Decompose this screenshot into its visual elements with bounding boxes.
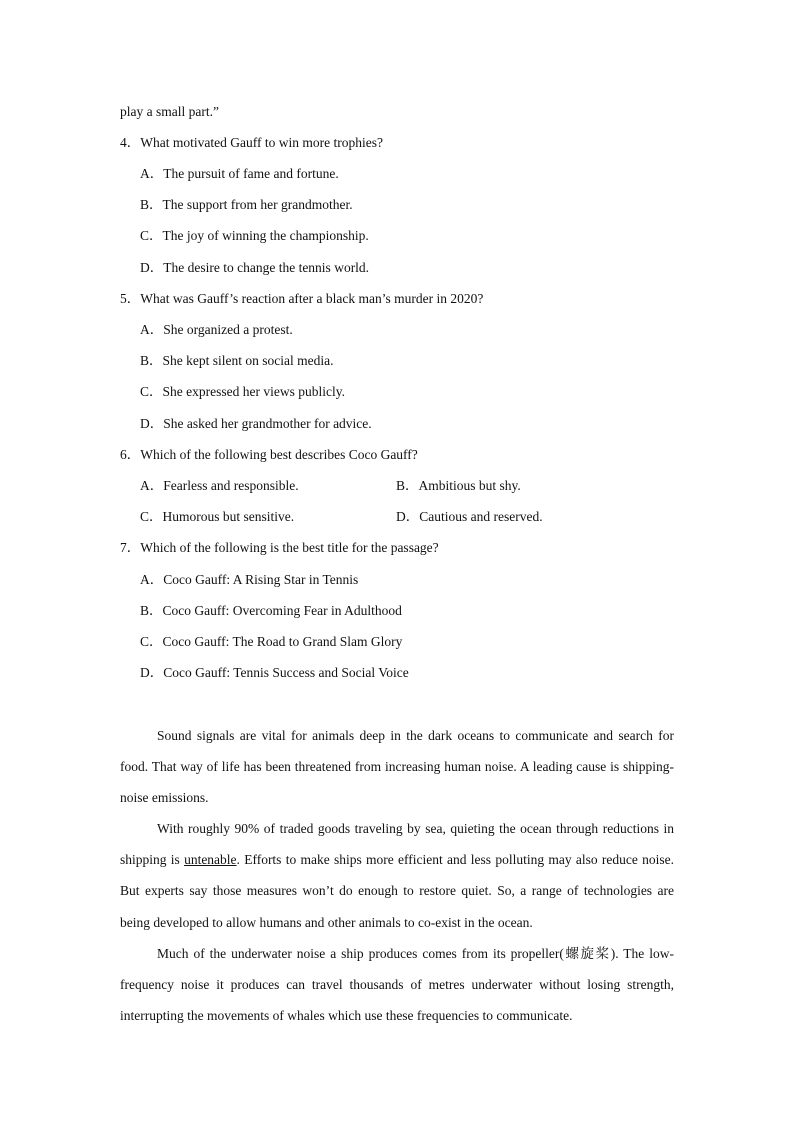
option-5b — [140, 352, 333, 370]
option-4b — [140, 196, 353, 214]
option-letter: D． — [396, 509, 420, 524]
option-7b — [140, 602, 402, 620]
option-letter: C． — [140, 634, 163, 649]
option-letter: C． — [140, 384, 163, 399]
option-text: The joy of winning the championship. — [162, 228, 369, 243]
question-text: What motivated Gauff to win more trophies? — [140, 135, 383, 150]
option-5d — [140, 415, 372, 433]
option-letter: A． — [140, 478, 164, 493]
option-7c — [140, 633, 402, 651]
option-text: The pursuit of fame and fortune. — [163, 166, 339, 181]
option-letter: B． — [140, 603, 163, 618]
option-5a — [140, 321, 293, 339]
option-letter: B． — [140, 197, 163, 212]
paragraph-text: With roughly 90% of traded goods traveling by sea, quieting the ocean through reductions in shipping is — [120, 821, 674, 868]
option-letter: B． — [140, 353, 163, 368]
question-number: 4． — [120, 135, 141, 150]
option-7a — [140, 571, 358, 589]
option-4a — [140, 165, 339, 183]
question-6 — [120, 446, 418, 464]
question-text: What was Gauff’s reaction after a black man’s murder in 2020? — [140, 291, 484, 306]
passage-paragraph-3: Much of the underwater noise a ship produces comes from its propeller(螺旋桨). The low-frequency noise it produces can travel thousands of metres underwater without losing strength, interrupting the movements of whales which use these frequencies to communicate. — [120, 946, 674, 1024]
option-6a — [140, 477, 299, 495]
question-number: 5． — [120, 291, 141, 306]
option-text: Coco Gauff: Tennis Success and Social Voice — [163, 665, 409, 680]
option-letter: C． — [140, 509, 163, 524]
option-text: Coco Gauff: The Road to Grand Slam Glory — [162, 634, 403, 649]
option-text: Fearless and responsible. — [163, 478, 299, 493]
option-5c — [140, 383, 345, 401]
question-number: 6． — [120, 447, 141, 462]
question-4 — [120, 134, 383, 152]
question-7 — [120, 539, 439, 557]
passage-paragraph-1: Sound signals are vital for animals deep in the dark oceans to communicate and search for food. That way of life has been threatened from increasing human noise. A leading cause is shipping-noise emissions. — [120, 728, 674, 806]
option-text: She asked her grandmother for advice. — [163, 416, 372, 431]
question-text: Which of the following best describes Coco Gauff? — [140, 447, 418, 462]
option-text: Coco Gauff: Overcoming Fear in Adulthood — [162, 603, 402, 618]
option-text: Humorous but sensitive. — [162, 509, 295, 524]
option-text: Cautious and reserved. — [419, 509, 543, 524]
option-letter: D． — [140, 416, 164, 431]
option-6c — [140, 508, 294, 526]
option-text: She expressed her views publicly. — [162, 384, 345, 399]
option-letter: B． — [396, 478, 419, 493]
option-4d — [140, 259, 369, 277]
option-letter: A． — [140, 166, 164, 181]
option-letter: D． — [140, 260, 164, 275]
option-letter: C． — [140, 228, 163, 243]
question-5 — [120, 290, 483, 308]
option-letter: A． — [140, 322, 164, 337]
option-text: She organized a protest. — [163, 322, 293, 337]
option-text: The support from her grandmother. — [162, 197, 353, 212]
question-text: Which of the following is the best title for the passage? — [140, 540, 439, 555]
paragraph-text: . Efforts to make ships more efficient and less polluting may also reduce noise. But experts say those measures won’t do enough to restore quiet. So, a range of technologies are being developed to allow humans and other animals to co-exist in the ocean. — [120, 852, 674, 930]
continuation-text: play a small part.” — [120, 104, 219, 119]
option-letter: A． — [140, 572, 164, 587]
option-7d — [140, 664, 409, 682]
underlined-word: untenable — [184, 852, 237, 868]
option-text: The desire to change the tennis world. — [163, 260, 370, 275]
question-number: 7． — [120, 540, 141, 555]
option-text: Coco Gauff: A Rising Star in Tennis — [163, 572, 359, 587]
option-letter: D． — [140, 665, 164, 680]
option-6d — [396, 508, 543, 526]
passage-paragraph-2 — [120, 813, 674, 938]
option-6b — [396, 477, 521, 495]
option-text: She kept silent on social media. — [162, 353, 334, 368]
option-text: Ambitious but shy. — [418, 478, 521, 493]
option-4c — [140, 227, 369, 245]
